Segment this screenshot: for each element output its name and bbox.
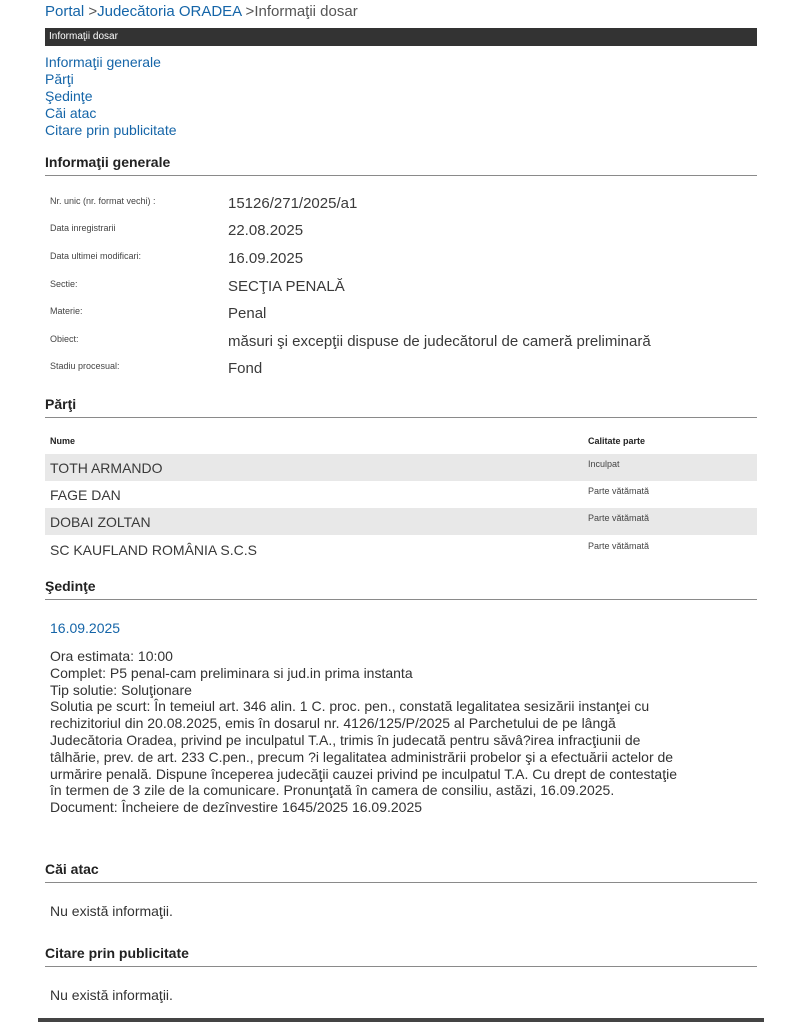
sessions-heading: Şedinţe xyxy=(45,578,757,600)
info-value: Penal xyxy=(228,305,267,322)
party-role: Inculpat xyxy=(588,459,620,469)
info-label: Data ultimei modificari: xyxy=(50,251,142,261)
session-line: în termen de 3 zile de la comunicare. Pronunţată în camera de consiliu, astăzi, 16.09.2025. xyxy=(50,782,615,799)
info-value: SECŢIA PENALĂ xyxy=(228,278,345,295)
nav-link-public-citation[interactable]: Citare prin publicitate xyxy=(45,122,177,138)
parties-heading: Părţi xyxy=(45,396,757,418)
page-title-bar: Informaţii dosar xyxy=(45,28,757,46)
table-row xyxy=(45,481,757,508)
info-value: 16.09.2025 xyxy=(228,250,304,267)
party-name: SC KAUFLAND ROMÂNIA S.C.S xyxy=(50,542,257,558)
nav-link-general-info[interactable]: Informaţii generale xyxy=(45,54,161,70)
session-line: rechizitoriul din 20.08.2025, emis în dosarul nr. 4126/125/P/2025 al Parchetului de pe lângă xyxy=(50,715,616,732)
info-label: Stadiu procesual: xyxy=(50,361,120,371)
breadcrumb-separator: > xyxy=(88,3,98,20)
parties-table-header xyxy=(45,434,757,450)
session-date: 16.09.2025 xyxy=(50,620,121,636)
session-line: Complet: P5 penal-cam preliminara si jud.in prima instanta xyxy=(50,664,413,681)
info-label: Data inregistrarii xyxy=(50,223,116,233)
table-row xyxy=(45,508,757,535)
party-role: Parte vătămată xyxy=(588,486,650,496)
info-label: Materie: xyxy=(50,306,83,316)
column-header-role: Calitate parte xyxy=(588,436,646,446)
info-value: 22.08.2025 xyxy=(228,222,304,239)
breadcrumb-separator: > xyxy=(245,3,255,20)
breadcrumb xyxy=(45,3,358,21)
session-line: Ora estimata: 10:00 xyxy=(50,648,173,664)
info-value: 15126/271/2025/a1 xyxy=(228,195,358,212)
nav-link-parties[interactable]: Părţi xyxy=(45,71,74,87)
session-details xyxy=(50,648,760,816)
session-line: Solutia pe scurt: În temeiul art. 346 alin. 1 C. proc. pen., constată legalitatea sesizării instanţei cu xyxy=(50,698,650,715)
session-line: urmărire penală. Dispune începerea judecăţii cauzei privind pe inculpatul T.A. Cu drept de contestaţie xyxy=(50,765,677,782)
bottom-divider xyxy=(38,1018,764,1022)
breadcrumb-current: Informaţii dosar xyxy=(254,3,358,20)
general-info-heading: Informaţii generale xyxy=(45,154,757,176)
session-line: Tip solutie: Soluţionare xyxy=(50,681,192,698)
info-label: Sectie: xyxy=(50,279,78,289)
party-role: Parte vătămată xyxy=(588,541,650,551)
column-header-name: Nume xyxy=(50,436,76,446)
appeals-empty-message: Nu există informaţii. xyxy=(50,903,173,919)
party-name: FAGE DAN xyxy=(50,487,121,503)
party-role: Parte vătămată xyxy=(588,513,650,523)
info-label: Obiect: xyxy=(50,334,79,344)
info-value: măsuri şi excepţii dispuse de judecătorul de cameră preliminară xyxy=(228,333,651,350)
info-label: Nr. unic (nr. format vechi) : xyxy=(50,196,156,206)
session-line: Document: Încheiere de dezînvestire 1645/2025 16.09.2025 xyxy=(50,799,423,816)
nav-link-sessions[interactable]: Şedinţe xyxy=(45,88,93,104)
session-line: Judecătoria Oradea, privind pe inculpatul T.A., trimis în judecată pentru săvâ?irea infracţiunii de xyxy=(50,731,641,748)
nav-link-appeals[interactable]: Căi atac xyxy=(45,105,97,121)
table-row xyxy=(45,536,757,563)
section-nav xyxy=(45,54,177,139)
appeals-heading: Căi atac xyxy=(45,861,757,883)
info-value: Fond xyxy=(228,360,263,377)
session-line: tâlhărie, prev. de art. 233 C.pen., precum ?i legalitatea administrării probelor şi a efectuării actelor de xyxy=(50,748,674,765)
breadcrumb-portal-link[interactable]: Portal xyxy=(45,3,85,20)
table-row xyxy=(45,454,757,481)
citation-empty-message: Nu există informaţii. xyxy=(50,987,173,1003)
party-name: TOTH ARMANDO xyxy=(50,460,163,476)
breadcrumb-court-link[interactable]: Judecătoria ORADEA xyxy=(97,3,242,20)
party-name: DOBAI ZOLTAN xyxy=(50,514,151,530)
citation-heading: Citare prin publicitate xyxy=(45,945,757,967)
